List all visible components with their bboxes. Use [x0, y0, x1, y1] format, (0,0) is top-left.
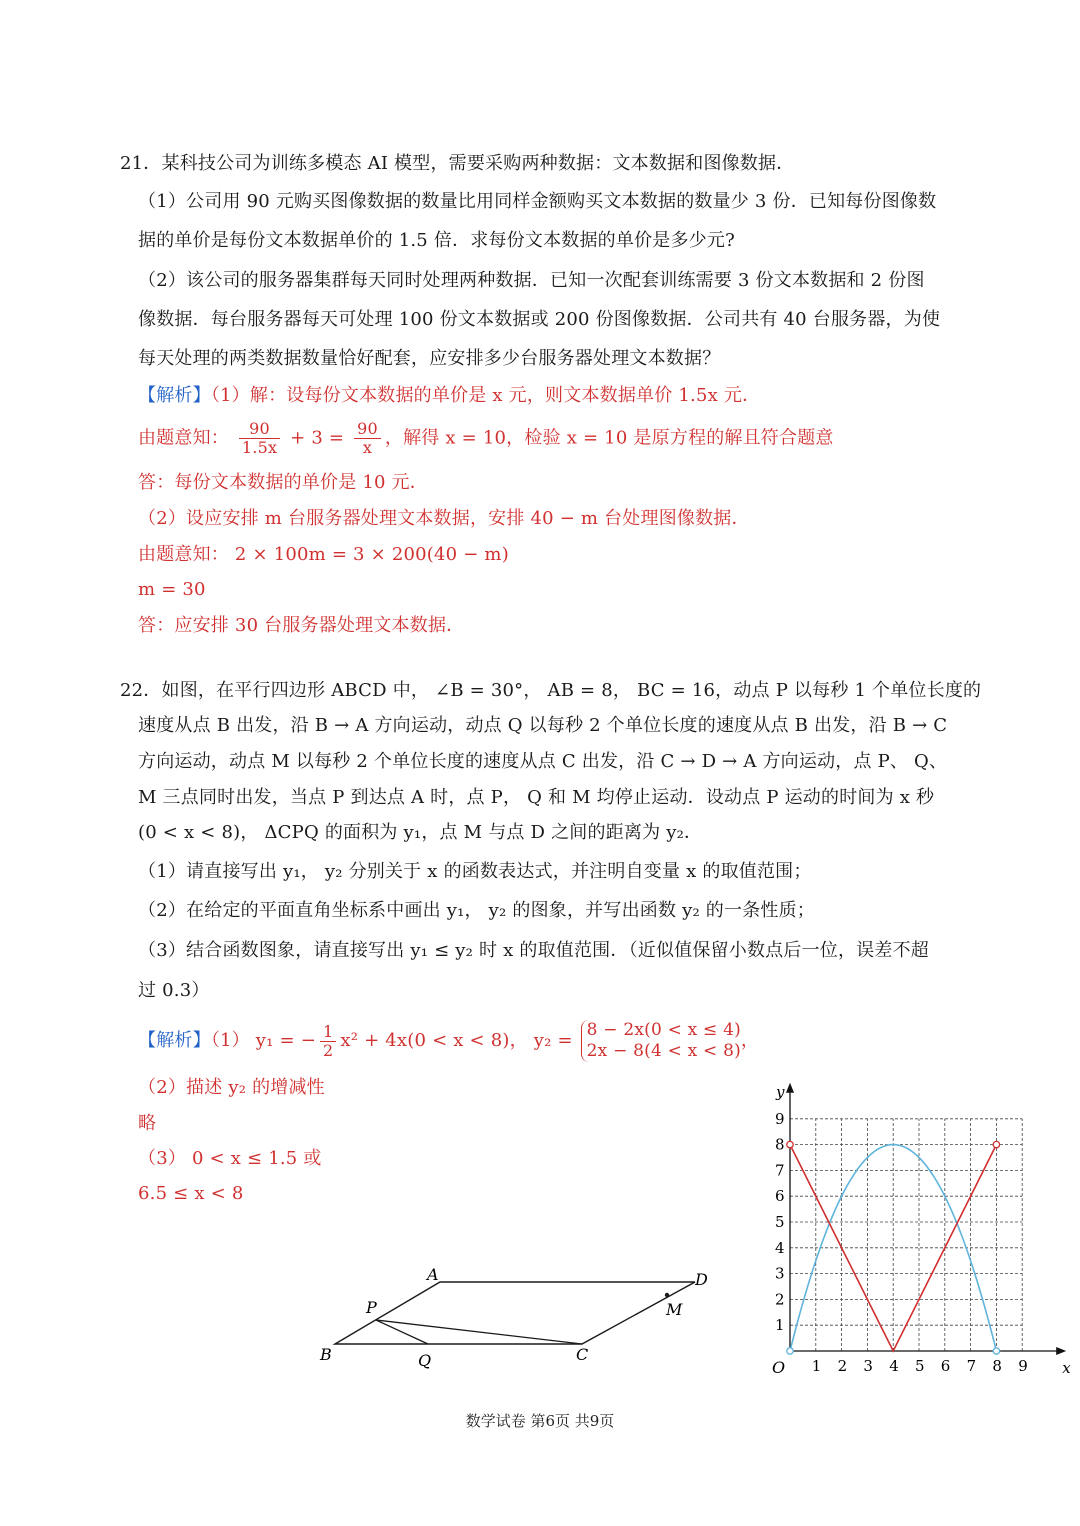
- label-a: A: [427, 1265, 439, 1284]
- y-axis-arrow: [786, 1083, 794, 1093]
- x-tick-label: 5: [915, 1357, 925, 1375]
- q22-solution-part3: （3） 0 < x ≤ 1.5 或: [138, 1148, 322, 1169]
- q21-part2-line1: （2）该公司的服务器集群每天同时处理两种数据．已知一次配套训练需要 3 份文本数据和 2 份图: [138, 270, 925, 291]
- label-c: C: [576, 1345, 589, 1364]
- q21-eq-prefix: 由题意知：: [138, 427, 229, 449]
- y-tick-label: 8: [775, 1135, 785, 1154]
- q22-line3: 方向运动，动点 M 以每秒 2 个单位长度的速度从点 C 出发，沿 C → D → A 方向运动，点 P、 Q、: [138, 751, 948, 772]
- q21-solution-result: m = 30: [138, 579, 206, 600]
- frac-numerator: 90: [239, 420, 280, 439]
- frac-numerator: 90: [354, 420, 381, 439]
- q22-sol1-end: ，: [740, 1030, 760, 1051]
- x-tick-label: 9: [1018, 1357, 1028, 1375]
- label-b: B: [320, 1345, 332, 1364]
- y-axis-label: y: [776, 1082, 785, 1101]
- q22-solution-omitted: 略: [138, 1113, 157, 1134]
- point-m: [665, 1293, 669, 1297]
- x-axis-arrow: [1056, 1347, 1066, 1355]
- x-tick-label: 2: [837, 1357, 848, 1375]
- q22-part1: （1）请直接写出 y₁， y₂ 分别关于 x 的函数表达式，并注明自变量 x 的取值范围；: [138, 861, 812, 882]
- axis-labels: [772, 1083, 1071, 1377]
- open-endpoint-y1: [993, 1348, 999, 1354]
- label-p: P: [366, 1298, 377, 1317]
- q21-stem: 21．某科技公司为训练多模态 AI 模型，需要采购两种数据：文本数据和图像数据．: [120, 153, 795, 174]
- q21-answer1: 答：每份文本数据的单价是 10 元．: [138, 472, 428, 493]
- q22-line4: M 三点同时出发，当点 P 到达点 A 时，点 P， Q 和 M 均停止运动．设动点 P 运动的时间为 x 秒: [138, 787, 935, 808]
- q22-y2-piecewise: [581, 1020, 741, 1062]
- y-tick-label: 4: [775, 1238, 785, 1257]
- q22-line1: 22．如图，在平行四边形 ABCD 中， ∠B = 30°， AB = 8， BC = 16，动点 P 以每秒 1 个单位长度的: [120, 680, 982, 701]
- q21-eq-suffix: ，解得 x = 10，检验 x = 10 是原方程的解且符合题意: [384, 427, 834, 449]
- q21-part2-line3: 每天处理的两类数据数量恰好配套，应安排多少台服务器处理文本数据？: [138, 348, 721, 369]
- label-d: D: [695, 1270, 708, 1289]
- x-axis-label: x: [1062, 1359, 1071, 1377]
- page-footer: 数学试卷 第6页 共9页: [465, 1412, 615, 1430]
- segment-pc: [376, 1320, 582, 1344]
- open-endpoint-y1: [787, 1348, 793, 1354]
- y-tick-label: 2: [775, 1290, 785, 1309]
- q21-part1-line1: （1）公司用 90 元购买图像数据的数量比用同样金额购买文本数据的数量少 3 份．已知每份图像数: [138, 191, 937, 212]
- frac-numerator: 1: [320, 1023, 336, 1042]
- open-endpoint-y2: [787, 1141, 793, 1147]
- piecewise-case2: 2x − 8(4 < x < 8): [586, 1041, 741, 1061]
- origin-label: O: [772, 1358, 786, 1377]
- q21-solution-equation2: 由题意知： 2 × 100m = 3 × 200(40 − m): [138, 544, 509, 565]
- q21-eq-fraction-right: [354, 420, 381, 457]
- y-tick-label: 1: [775, 1316, 785, 1335]
- frac-denominator: 1.5x: [241, 438, 278, 457]
- q21-part1-line2: 据的单价是每份文本数据单价的 1.5 倍．求每份文本数据的单价是多少元?: [138, 230, 735, 251]
- q21-answer2: 答：应安排 30 台服务器处理文本数据．: [138, 615, 465, 636]
- q21-eq-fraction-left: [239, 420, 280, 457]
- q21-solution-step1: （1）解：设每份文本数据的单价是 x 元，则文本数据单价 1.5x 元．: [210, 385, 761, 406]
- q22-solution-part2: （2）描述 y₂ 的增减性: [138, 1077, 325, 1098]
- q22-y1-prefix: （1） y₁ = −: [210, 1030, 316, 1051]
- q21-solution-equation: [138, 420, 834, 457]
- parallelogram-abcd: [335, 1282, 695, 1344]
- q22-part2: （2）在给定的平面直角坐标系中画出 y₁， y₂ 的图象，并写出函数 y₂ 的一条性质；: [138, 900, 816, 921]
- q22-line2: 速度从点 B 出发，沿 B → A 方向运动，动点 Q 以每秒 2 个单位长度的速度从点 B 出发，沿 B → C: [138, 715, 948, 736]
- y-tick-label: 3: [775, 1264, 785, 1283]
- q21-solution-line1: [138, 384, 760, 408]
- q22-y1-expression: x² + 4x(0 < x < 8)， y₂ =: [340, 1030, 573, 1051]
- frac-denominator: 2: [322, 1040, 334, 1060]
- q22-part3: （3）结合函数图象，请直接写出 y₁ ≤ y₂ 时 x 的取值范围．（近似值保留小数点后一位，误差不超: [138, 940, 929, 961]
- q22-solution-tag: 【解析】: [138, 1030, 211, 1051]
- q22-solution-line1: [138, 1020, 759, 1062]
- piecewise-case1: 8 − 2x(0 < x ≤ 4): [586, 1020, 741, 1040]
- x-tick-label: 8: [992, 1357, 1002, 1375]
- function-graph: [758, 1075, 1071, 1385]
- label-m: M: [666, 1300, 683, 1319]
- x-tick-label: 6: [940, 1357, 951, 1375]
- q22-solution-part3-cont: 6.5 ≤ x < 8: [138, 1183, 244, 1204]
- x-tick-label: 3: [863, 1357, 873, 1375]
- q21-solution-tag: 【解析】: [138, 385, 211, 406]
- y-tick-label: 9: [775, 1109, 785, 1128]
- x-tick-label: 1: [811, 1357, 822, 1375]
- y-tick-label: 6: [775, 1187, 785, 1206]
- y-tick-label: 5: [775, 1213, 785, 1231]
- frac-denominator: x: [362, 438, 373, 457]
- parallelogram-figure: [310, 1262, 730, 1392]
- q21-eq-mid: + 3 =: [290, 427, 345, 449]
- open-endpoint-y2: [993, 1141, 999, 1147]
- q21-solution-part2: （2）设应安排 m 台服务器处理文本数据，安排 40 − m 台处理图像数据．: [138, 508, 750, 529]
- x-tick-label: 7: [966, 1357, 977, 1375]
- q22-part3-cont: 过 0.3）: [138, 980, 210, 1001]
- q21-part2-line2: 像数据．每台服务器每天可处理 100 份文本数据或 200 份图像数据．公司共有 40 台服务器，为使: [138, 309, 941, 330]
- x-tick-label: 4: [889, 1357, 899, 1375]
- q22-y1-fraction: [320, 1023, 336, 1060]
- label-q: Q: [418, 1351, 432, 1370]
- y-tick-label: 7: [775, 1161, 785, 1180]
- q22-line5: (0 < x < 8)， ΔCPQ 的面积为 y₁，点 M 与点 D 之间的距离为 y₂．: [138, 822, 703, 843]
